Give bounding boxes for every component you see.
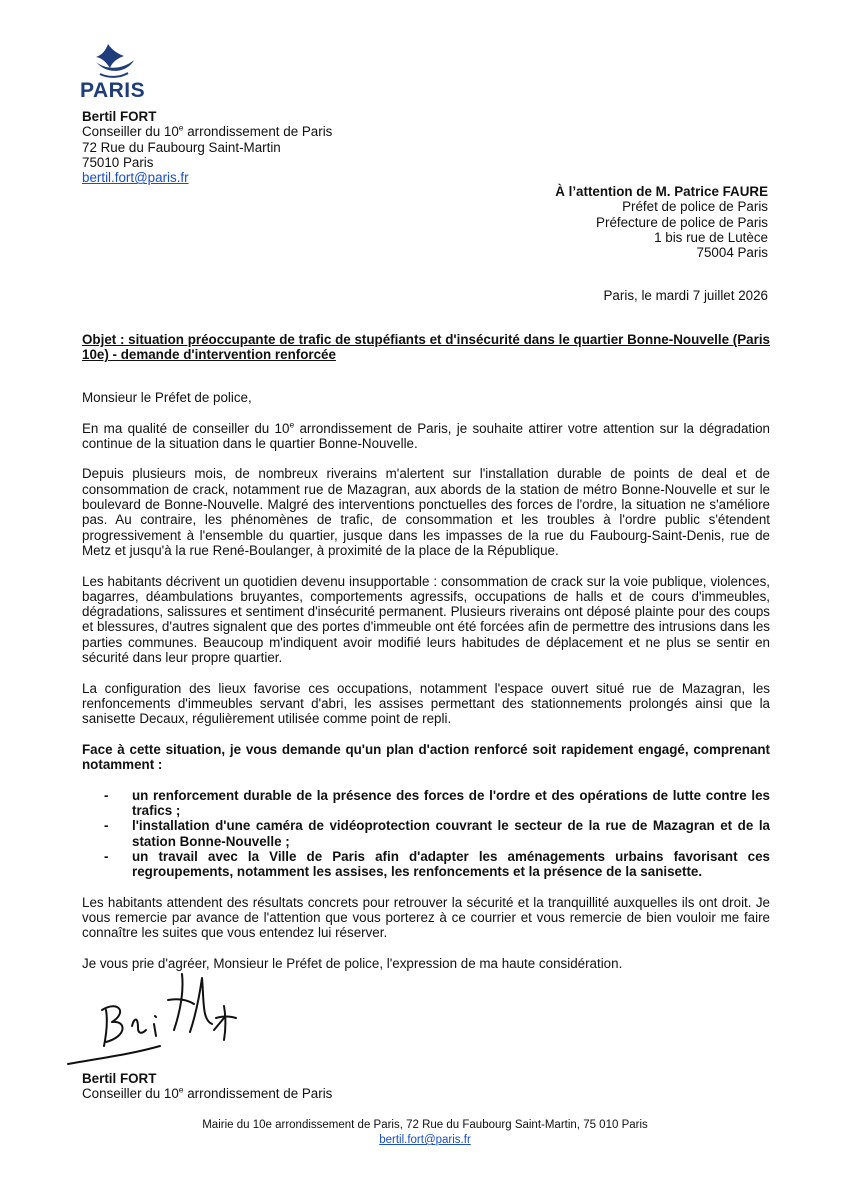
letter-body — [82, 390, 770, 987]
signer-block — [82, 1071, 332, 1102]
sender-email-link[interactable]: bertil.fort@paris.fr — [82, 170, 189, 186]
sender-name: Bertil FORT — [82, 109, 157, 124]
signature-icon — [62, 960, 252, 1070]
page-footer — [0, 1118, 850, 1148]
salutation: Monsieur le Préfet de police, — [82, 390, 252, 405]
list-item: - un renforcement durable de la présence des forces de l'ordre et des opérations de lutte contre les trafics ; — [104, 787, 770, 819]
recipient-office: Préfecture de police de Paris — [596, 214, 768, 230]
paris-logo — [78, 40, 150, 104]
recipient-role: Préfet de police de Paris — [622, 199, 768, 215]
handwritten-signature — [62, 960, 252, 1070]
logo-text: PARIS — [80, 79, 146, 102]
letter-subject: Objet : situation préoccupante de trafic de stupéfiants et d'insécurité dans le quartier Bonne-Nouvelle (Paris 10e) - demande d'intervention renforcée — [82, 332, 770, 363]
closing: Je vous prie d'agréer, Monsieur le Préfet de police, l'expression de ma haute considération. — [82, 955, 623, 971]
signer-title: Conseiller du 10e arrondissement de Paris — [82, 1084, 333, 1102]
sender-address-line2: 75010 Paris — [82, 154, 154, 170]
demands-list — [82, 788, 770, 880]
list-item: - un travail avec la Ville de Paris afin d'adapter les aménagements urbains favorisant ces regroupements, notamment les assises, les renfoncements et la présence de la sanisette. — [104, 848, 770, 880]
sender-block — [82, 109, 482, 185]
recipient-attention: À l’attention de M. Patrice FAURE — [555, 184, 768, 199]
paragraph-6: Les habitants attendent des résultats concrets pour retrouver la sécurité et la tranquillité auxquelles ils ont droit. Je vous remercie par avance de l'attention que vous porterez à ce courrier et vous remercie de bien vouloir me faire connaître les suites que vous entendez lui réserver. — [82, 894, 770, 941]
list-item: - l'installation d'une caméra de vidéoprotection couvrant le secteur de la rue de Mazagran et de la station Bonne-Nouvelle ; — [104, 818, 770, 849]
paragraph-3: Les habitants décrivent un quotidien devenu insupportable : consommation de crack sur la voie publique, violences, bagarres, déambulations bruyantes, comportements agressifs, occupations de halls et de cours d'immeubles, dégradations, salissures et sentiment d'insécurité permanent. Plusieurs riverains ont déposé plainte pour des coups et blessures, d'autres signalent que des portes d'immeuble ont été forcées afin de permettre des intrusions dans les parties communes. Beaucoup m'indiquent avoir modifié leurs habitudes de déplacement et ne plus se sentir en sécurité dans leur propre quartier. — [82, 573, 770, 666]
recipient-block — [555, 184, 768, 260]
footer-email-link[interactable]: bertil.fort@paris.fr — [379, 1134, 471, 1146]
letter-date: Paris, le mardi 7 juillet 2026 — [603, 288, 768, 303]
recipient-city: 75004 Paris — [696, 245, 768, 261]
ship-emblem-icon — [78, 40, 150, 80]
signer-name: Bertil FORT — [82, 1071, 157, 1086]
paragraph-5: Face à cette situation, je vous demande qu'un plan d'action renforcé soit rapidement engagé, comprenant notamment : — [82, 741, 770, 773]
paragraph-1: En ma qualité de conseiller du 10e arrondissement de Paris, je souhaite attirer votre attention sur la dégradation continue de la situation dans le quartier Bonne-Nouvelle. — [82, 419, 770, 451]
paragraph-4: La configuration des lieux favorise ces occupations, notamment l'espace ouvert situé rue de Mazagran, les renfoncements d'immeubles servant d'abri, les assises permettant des stationnements prolongés ainsi que la sanisette Decaux, régulièrement utilisée comme point de repli. — [82, 680, 770, 727]
footer-address: Mairie du 10e arrondissement de Paris, 72 Rue du Faubourg Saint-Martin, 75 010 Paris — [202, 1119, 648, 1131]
recipient-street: 1 bis rue de Lutèce — [654, 229, 768, 245]
sender-title: Conseiller du 10e arrondissement de Paris — [82, 122, 333, 140]
sender-address-line1: 72 Rue du Faubourg Saint-Martin — [82, 139, 281, 155]
paragraph-2: Depuis plusieurs mois, de nombreux riverains m'alertent sur l'installation durable de points de deal et de consommation de crack, notamment rue de Mazagran, aux abords de la station de métro Bonne-Nouvelle et sur le boulevard de Bonne-Nouvelle. Malgré des interventions ponctuelles des forces de l'ordre, la situation ne s'améliore pas. Au contraire, les phénomènes de trafic, de consommation et les troubles à l'ordre public s'étendent progressivement à l'ensemble du quartier, jusque dans les impasses de la rue du Faubourg-Saint-Denis, rue de Metz et jusqu'à la rue René-Boulanger, à proximité de la place de la République. — [82, 466, 770, 558]
